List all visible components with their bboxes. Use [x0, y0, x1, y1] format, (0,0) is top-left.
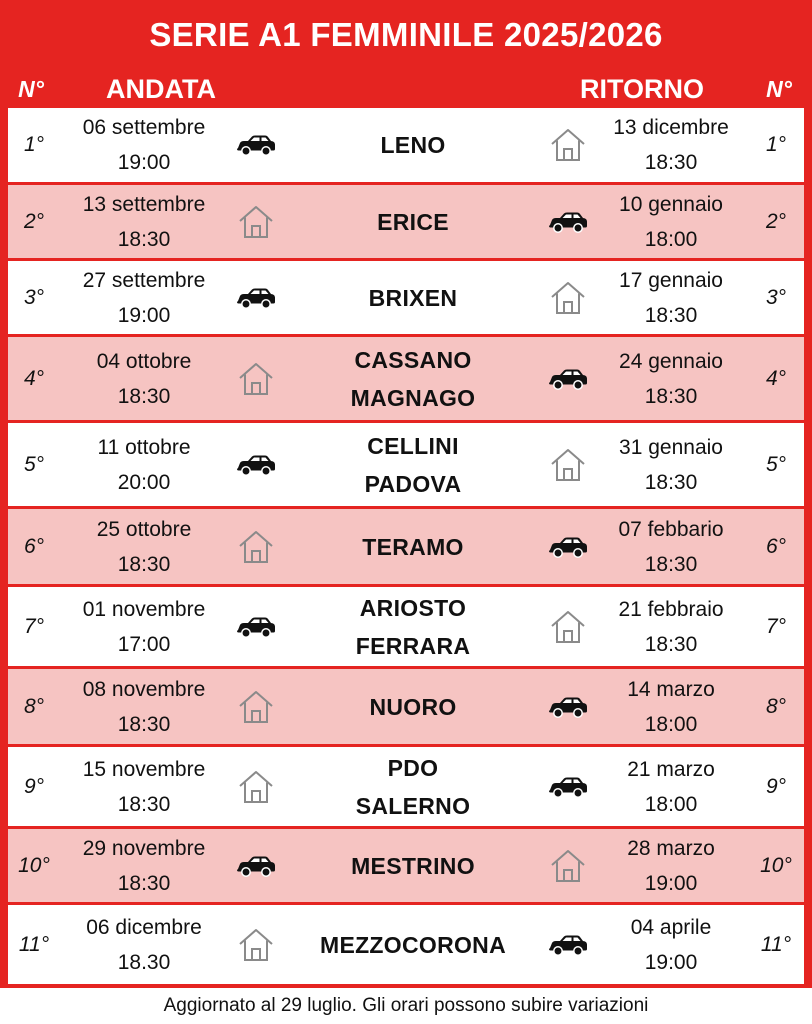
- opponent-team-line: NUORO: [369, 693, 457, 720]
- schedule-row: [8, 666, 804, 744]
- ritorno-date: 13 dicembre: [613, 116, 729, 139]
- round-number-left: 5°: [23, 452, 45, 476]
- round-number-right: 8°: [765, 694, 787, 718]
- ritorno-time: 18:30: [644, 632, 698, 656]
- ritorno-date: 24 gennaio: [619, 349, 723, 373]
- opponent-team-line: CELLINI: [367, 432, 459, 459]
- andata-time: 18:30: [117, 871, 171, 895]
- schedule-table: [8, 108, 804, 984]
- opponent-team-line: MEZZOCORONA: [319, 931, 506, 958]
- header-ritorno: RITORNO: [580, 73, 705, 104]
- andata-datetime: [64, 747, 224, 826]
- schedule-row: [8, 258, 804, 334]
- car-icon: [228, 587, 284, 666]
- opponent-team-line: PADOVA: [364, 470, 462, 497]
- opponent-team-line: PDO: [387, 754, 439, 781]
- home-icon: [228, 747, 284, 826]
- ritorno-datetime: [596, 905, 746, 984]
- andata-time: 17:00: [117, 632, 171, 656]
- schedule-row: [8, 506, 804, 584]
- page-title: SERIE A1 FEMMINILE 2025/2026: [149, 16, 663, 53]
- home-icon: [228, 509, 284, 584]
- andata-datetime: [64, 509, 224, 584]
- andata-time: 19:00: [117, 303, 171, 327]
- opponent-team: [288, 669, 538, 744]
- round-number-left: 9°: [23, 774, 45, 798]
- round-number-right: 11°: [760, 932, 792, 956]
- round-number-right: 2°: [765, 209, 787, 233]
- opponent-team-line: FERRARA: [355, 632, 471, 659]
- ritorno-date: 21 marzo: [627, 757, 715, 781]
- ritorno-date: 07 febbario: [618, 517, 724, 541]
- round-number-right: 10°: [760, 853, 792, 877]
- footer-note: Aggiornato al 29 luglio. Gli orari possono subire variazioni: [163, 995, 649, 1016]
- andata-time: 20:00: [117, 470, 171, 494]
- andata-date: 06 dicembre: [86, 915, 202, 939]
- car-icon: [228, 423, 284, 506]
- andata-datetime: [64, 829, 224, 902]
- andata-time: 19:00: [117, 151, 171, 174]
- opponent-team: [288, 829, 538, 902]
- opponent-team: [288, 185, 538, 258]
- schedule-row: [8, 182, 804, 258]
- round-number-left: 2°: [23, 209, 45, 233]
- opponent-team-line: SALERNO: [355, 792, 471, 819]
- schedule-row: [8, 334, 804, 420]
- schedule-row: [8, 902, 804, 984]
- ritorno-time: 18:30: [644, 303, 698, 327]
- ritorno-datetime: [596, 747, 746, 826]
- andata-time: 18:30: [117, 384, 171, 408]
- home-icon: [228, 905, 284, 984]
- car-icon: [540, 747, 596, 826]
- andata-time: 18:30: [117, 712, 171, 736]
- ritorno-date: 31 gennaio: [619, 435, 723, 459]
- schedule-row: [8, 744, 804, 826]
- andata-datetime: [64, 261, 224, 334]
- round-number-right: 9°: [765, 774, 787, 798]
- opponent-team-line: MAGNAGO: [350, 384, 476, 411]
- round-number-left: 8°: [23, 694, 45, 718]
- car-icon: [540, 509, 596, 584]
- opponent-team-line: MESTRINO: [351, 852, 475, 879]
- andata-time: 18:30: [117, 792, 171, 816]
- schedule-row: [8, 420, 804, 506]
- andata-date: 11 ottobre: [97, 435, 191, 459]
- schedule-row: [8, 108, 804, 182]
- ritorno-datetime: [596, 669, 746, 744]
- round-number-left: 1°: [23, 133, 45, 156]
- opponent-team: [288, 108, 538, 182]
- andata-datetime: [64, 669, 224, 744]
- round-number-right: 1°: [765, 133, 787, 156]
- ritorno-time: 18:30: [644, 552, 698, 576]
- home-icon: [540, 587, 596, 666]
- andata-datetime: [64, 905, 224, 984]
- ritorno-datetime: [596, 337, 746, 420]
- andata-datetime: [64, 423, 224, 506]
- car-icon: [540, 185, 596, 258]
- header-number-right: N°: [766, 75, 792, 102]
- home-icon: [540, 829, 596, 902]
- andata-date: 01 novembre: [82, 597, 206, 621]
- ritorno-time: 19:00: [644, 950, 698, 974]
- opponent-team: [288, 423, 538, 506]
- ritorno-datetime: [596, 829, 746, 902]
- ritorno-time: 18:00: [644, 792, 698, 816]
- ritorno-datetime: [596, 108, 746, 182]
- home-icon: [540, 423, 596, 506]
- ritorno-date: 21 febbraio: [618, 597, 724, 621]
- ritorno-time: 19:00: [644, 871, 698, 895]
- home-icon: [540, 108, 596, 182]
- andata-datetime: [64, 108, 224, 182]
- opponent-team-line: BRIXEN: [368, 284, 458, 311]
- ritorno-datetime: [596, 587, 746, 666]
- schedule-row: [8, 584, 804, 666]
- header-andata: ANDATA: [106, 73, 216, 104]
- andata-date: 29 novembre: [82, 836, 206, 860]
- andata-date: 08 novembre: [82, 677, 206, 701]
- ritorno-datetime: [596, 185, 746, 258]
- ritorno-date: 17 gennaio: [619, 268, 723, 292]
- andata-date: 04 ottobre: [96, 349, 192, 373]
- andata-time: 18:30: [117, 552, 171, 576]
- andata-date: 15 novembre: [82, 757, 206, 781]
- andata-date: 27 settembre: [82, 268, 206, 292]
- ritorno-time: 18:00: [644, 712, 698, 736]
- round-number-left: 3°: [23, 285, 45, 309]
- ritorno-datetime: [596, 423, 746, 506]
- andata-datetime: [64, 587, 224, 666]
- ritorno-time: 18:30: [644, 384, 698, 408]
- opponent-team-line: LENO: [380, 132, 446, 158]
- round-number-left: 6°: [23, 534, 45, 558]
- opponent-team: [288, 337, 538, 420]
- header-number-left: N°: [18, 75, 44, 102]
- car-icon: [540, 669, 596, 744]
- ritorno-date: 04 aprile: [630, 915, 712, 939]
- round-number-left: 4°: [23, 366, 45, 390]
- round-number-left: 7°: [23, 614, 45, 638]
- round-number-right: 7°: [765, 614, 787, 638]
- opponent-team-line: ARIOSTO: [359, 594, 467, 621]
- car-icon: [228, 108, 284, 182]
- round-number-right: 3°: [765, 285, 787, 309]
- round-number-left: 10°: [18, 853, 50, 877]
- andata-time: 18:30: [117, 227, 171, 251]
- opponent-team: [288, 261, 538, 334]
- round-number-right: 6°: [765, 534, 787, 558]
- ritorno-datetime: [596, 509, 746, 584]
- round-number-right: 4°: [765, 366, 787, 390]
- opponent-team-line: ERICE: [377, 208, 449, 235]
- home-icon: [540, 261, 596, 334]
- andata-date: 06 settembre: [82, 116, 206, 139]
- ritorno-time: 18:30: [644, 151, 698, 174]
- home-icon: [228, 669, 284, 744]
- opponent-team-line: TERAMO: [362, 533, 464, 560]
- opponent-team: [288, 587, 538, 666]
- ritorno-date: 10 gennaio: [619, 192, 723, 216]
- car-icon: [228, 829, 284, 902]
- car-icon: [228, 261, 284, 334]
- andata-date: 25 ottobre: [96, 517, 192, 541]
- opponent-team: [288, 509, 538, 584]
- ritorno-date: 28 marzo: [627, 836, 715, 860]
- round-number-left: 11°: [18, 932, 50, 956]
- ritorno-time: 18:30: [644, 470, 698, 494]
- round-number-right: 5°: [765, 452, 787, 476]
- car-icon: [540, 337, 596, 420]
- opponent-team: [288, 747, 538, 826]
- ritorno-time: 18:00: [644, 227, 698, 251]
- home-icon: [228, 185, 284, 258]
- andata-time: 18.30: [117, 950, 171, 974]
- opponent-team: [288, 905, 538, 984]
- schedule-row: [8, 826, 804, 902]
- andata-date: 13 settembre: [82, 192, 206, 216]
- andata-datetime: [64, 185, 224, 258]
- car-icon: [540, 905, 596, 984]
- andata-datetime: [64, 337, 224, 420]
- ritorno-datetime: [596, 261, 746, 334]
- opponent-team-line: CASSANO: [354, 346, 472, 373]
- ritorno-date: 14 marzo: [627, 677, 715, 701]
- home-icon: [228, 337, 284, 420]
